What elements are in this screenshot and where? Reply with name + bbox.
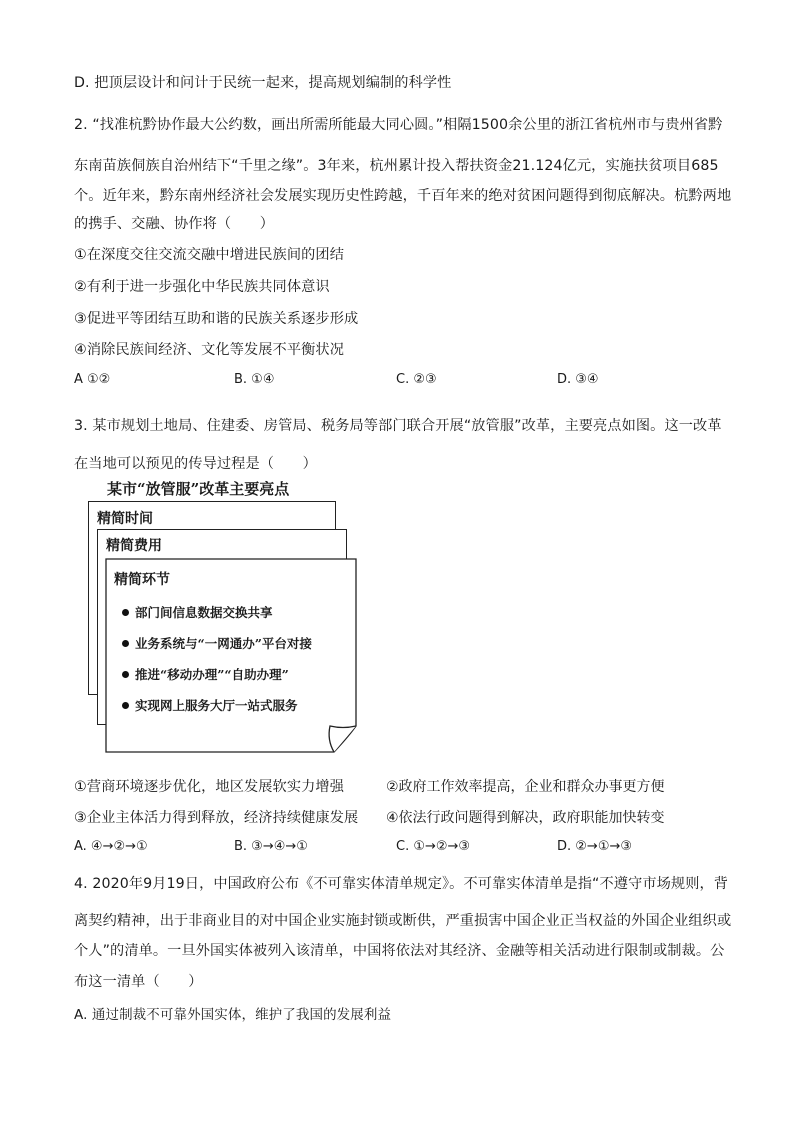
q1-option-d: D. 把顶层设计和问计于民统一起来，提高规划编制的科学性 xyxy=(74,75,452,91)
q2-statement-2: ②有利于进一步强化中华民族共同体意识 xyxy=(74,279,330,295)
q3-option-b: B. ③→④→① xyxy=(234,839,308,854)
bullet-dot-icon xyxy=(122,702,129,709)
bullet-item-1: 部门间信息数据交换共享 xyxy=(122,603,273,621)
q3-statement-3: ③企业主体活力得到释放，经济持续健康发展 xyxy=(74,810,359,826)
q2-option-a: A ①② xyxy=(74,372,111,387)
bullet-dot-icon xyxy=(122,640,129,647)
q3-statement-4: ④依法行政问题得到解决，政府职能加快转变 xyxy=(386,810,665,826)
q2-stem-line-2: 东南苗族侗族自治州结下“千里之缘”。3年来，杭州累计投入帮扶资金21.124亿元，实施扶贫项目685 xyxy=(74,158,719,174)
q3-stem-line-2: 在当地可以预见的传导过程是（ ） xyxy=(74,456,317,472)
card-time-label: 精简时间 xyxy=(97,511,153,527)
card-steps xyxy=(106,559,356,752)
q3-option-c: C. ①→②→③ xyxy=(396,839,471,854)
card-cost-label: 精简费用 xyxy=(106,538,162,554)
q3-stem-line-1: 3. 某市规划土地局、住建委、房管局、税务局等部门联合开展“放管服”改革，主要亮点如图。这一改革 xyxy=(74,418,722,434)
q3-statement-2: ②政府工作效率提高，企业和群众办事更方便 xyxy=(386,779,665,795)
figure-title: 某市“放管服”改革主要亮点 xyxy=(107,480,290,498)
q3-statement-1: ①营商环境逐步优化，地区发展软实力增强 xyxy=(74,779,344,795)
q2-stem-line-1: 2. “找准杭黔协作最大公约数，画出所需所能最大同心圆。”相隔1500余公里的浙江省杭州市与贵州省黔 xyxy=(74,117,723,133)
q2-statement-1: ①在深度交往交流交融中增进民族间的团结 xyxy=(74,247,344,263)
q2-stem-line-3: 个。近年来，黔东南州经济社会发展实现历史性跨越，千百年来的绝对贫困问题得到彻底解决。杭黔两地 xyxy=(74,188,732,204)
q2-option-b: B. ①④ xyxy=(234,372,275,387)
bullet-item-2: 业务系统与“一网通办”平台对接 xyxy=(122,634,312,652)
q2-option-d: D. ③④ xyxy=(557,372,599,387)
q2-statement-3: ③促进平等团结互助和谐的民族关系逐步形成 xyxy=(74,311,359,327)
q4-stem-line-3: 个人”的清单。一旦外国实体被列入该清单，中国将依法对其经济、金融等相关活动进行限制或制裁。公 xyxy=(74,943,725,959)
q4-stem-line-2: 离契约精神，出于非商业目的对中国企业实施封锁或断供，严重损害中国企业正当权益的外国企业组织或 xyxy=(74,913,732,929)
bullet-item-3: 推进“移动办理”“自助办理” xyxy=(122,665,289,683)
card-steps-label: 精简环节 xyxy=(114,572,170,588)
bullet-dot-icon xyxy=(122,609,129,616)
q4-stem-line-1: 4. 2020年9月19日，中国政府公布《不可靠实体清单规定》。不可靠实体清单是指“不遵守市场规则，背 xyxy=(74,876,729,892)
q4-stem-line-4: 布这一清单（ ） xyxy=(74,974,203,990)
q3-option-d: D. ②→①→③ xyxy=(557,839,633,854)
q2-stem-line-4: 的携手、交融、协作将（ ） xyxy=(74,216,275,232)
bullet-dot-icon xyxy=(122,671,129,678)
q2-statement-4: ④消除民族间经济、文化等发展不平衡状况 xyxy=(74,342,344,358)
q3-option-a: A. ④→②→① xyxy=(74,839,148,854)
q4-option-a: A. 通过制裁不可靠外国实体，维护了我国的发展利益 xyxy=(74,1007,392,1023)
bullet-item-4: 实现网上服务大厅一站式服务 xyxy=(122,696,298,714)
q2-option-c: C. ②③ xyxy=(396,372,437,387)
